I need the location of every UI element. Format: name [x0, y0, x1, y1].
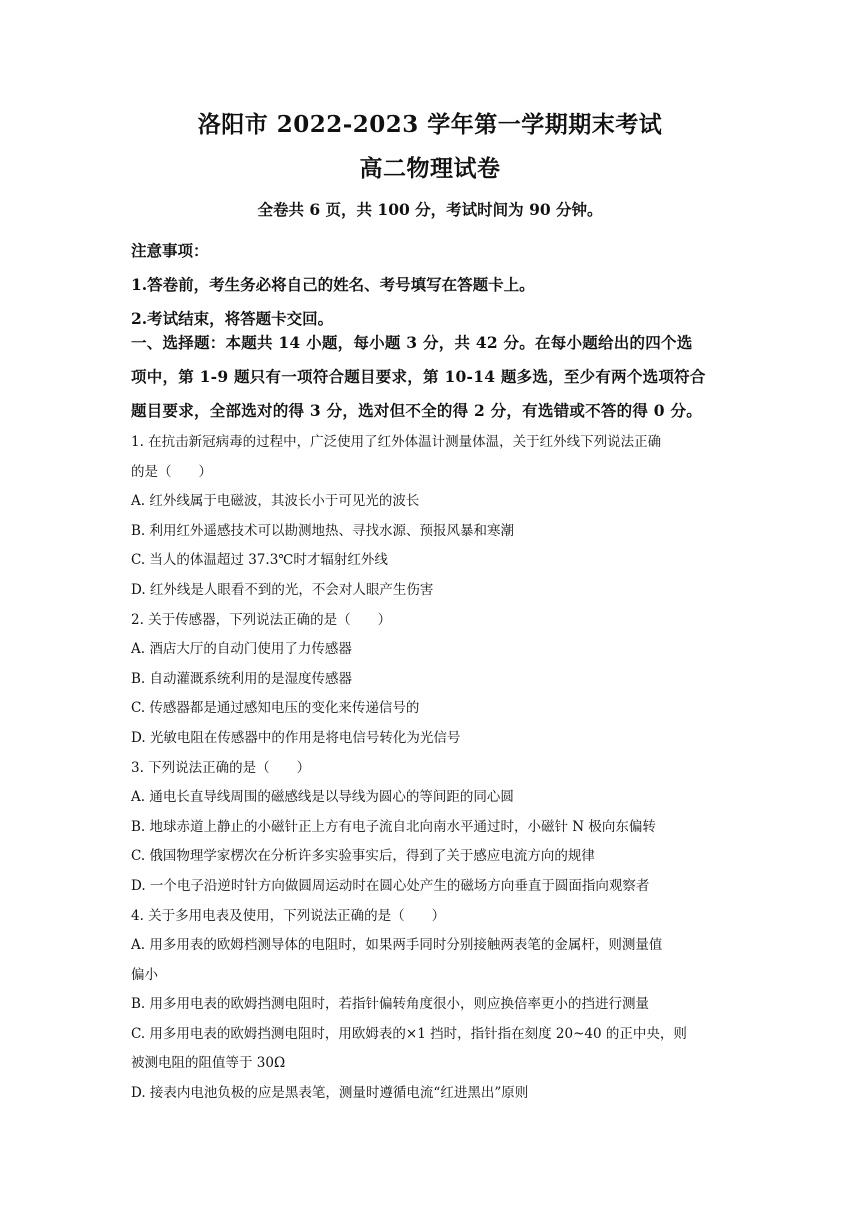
option-line: C. 传感器都是通过感知电压的变化来传递信号的 — [131, 700, 420, 717]
question-line: 的是（ ） — [131, 463, 212, 480]
questions-block — [131, 428, 731, 1109]
section-line: 题目要求，全部选对的得 3 分，选对但不全的得 2 分，有选错或不答的得 0 分。 — [131, 401, 702, 420]
notes-block — [131, 234, 731, 336]
note-item: 2.考试结束，将答题卡交回。 — [131, 309, 334, 328]
option-line: D. 接表内电池负极的应是黑表笔，测量时遵循电流“红进黑出”原则 — [131, 1085, 529, 1102]
exam-title: 洛阳市 2022-2023 学年第一学期期末考试 — [197, 111, 663, 138]
option-line: C. 用多用电表的欧姆挡测电阻时，用欧姆表的×1 挡时，指针指在刻度 20~40 的正中央，则 — [131, 1025, 687, 1042]
option-line: 偏小 — [131, 966, 158, 983]
option-line: B. 利用红外遥感技术可以勘测地热、寻找水源、预报风暴和寒潮 — [131, 522, 515, 539]
notes-heading: 注意事项： — [131, 241, 209, 260]
option-line: B. 地球赤道上静止的小磁针正上方有电子流自北向南水平通过时，小磁针 N 极向东偏转 — [131, 818, 656, 835]
option-line: B. 用多用电表的欧姆挡测电阻时，若指针偏转角度很小，则应换倍率更小的挡进行测量 — [131, 996, 650, 1013]
question-line: 1. 在抗击新冠病毒的过程中，广泛使用了红外体温计测量体温，关于红外线下列说法正确 — [131, 434, 662, 450]
question-line: 2. 关于传感器，下列说法正确的是（ ） — [131, 611, 392, 628]
note-item: 1.答卷前，考生务必将自己的姓名、考号填写在答题卡上。 — [131, 275, 535, 294]
option-line: D. 一个电子沿逆时针方向做圆周运动时在圆心处产生的磁场方向垂直于圆面指向观察者 — [131, 877, 650, 894]
option-line: B. 自动灌溉系统利用的是湿度传感器 — [131, 670, 353, 687]
option-line: A. 用多用表的欧姆档测导体的电阻时，如果两手同时分别接触两表笔的金属杆，则测量值 — [131, 937, 663, 954]
section-line: 项中，第 1-9 题只有一项符合题目要求，第 10-14 题多选，至少有两个选项符合 — [131, 367, 706, 386]
option-line: C. 当人的体温超过 37.3℃时才辐射红外线 — [131, 552, 388, 569]
option-line: D. 红外线是人眼看不到的光，不会对人眼产生伤害 — [131, 581, 434, 598]
section-line: 一、选择题：本题共 14 小题，每小题 3 分，共 42 分。在每小题给出的四个选 — [131, 333, 693, 352]
option-line: A. 红外线属于电磁波，其波长小于可见光的波长 — [131, 493, 420, 510]
option-line: D. 光敏电阻在传感器中的作用是将电信号转化为光信号 — [131, 729, 461, 746]
exam-subtitle: 高二物理试卷 — [359, 155, 501, 182]
question-line: 3. 下列说法正确的是（ ） — [131, 759, 311, 776]
question-line: 4. 关于多用电表及使用，下列说法正确的是（ ） — [131, 907, 446, 924]
exam-info: 全卷共 6 页，共 100 分，考试时间为 90 分钟。 — [257, 200, 603, 219]
option-line: A. 酒店大厅的自动门使用了力传感器 — [131, 641, 352, 658]
option-line: C. 俄国物理学家楞次在分析许多实验事实后，得到了关于感应电流方向的规律 — [131, 848, 595, 865]
option-line: A. 通电长直导线周围的磁感线是以导线为圆心的等间距的同心圆 — [131, 789, 514, 806]
section-instructions — [131, 326, 731, 428]
option-line: 被测电阻的阻值等于 30Ω — [131, 1055, 286, 1072]
